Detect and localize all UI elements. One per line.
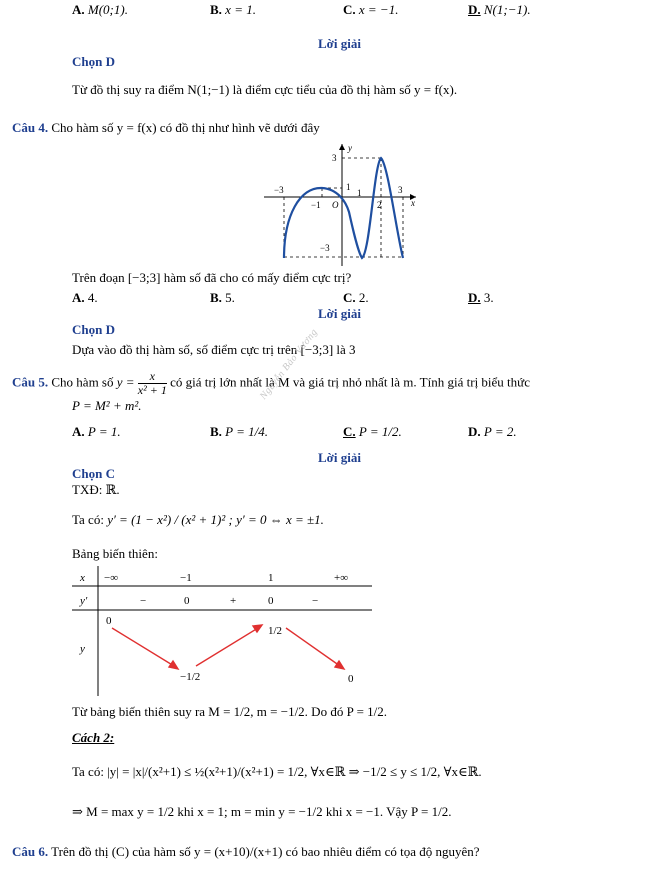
table-title: Bảng biến thiên:: [72, 546, 158, 561]
watermark: Nguyễn Bảo Vương: [258, 326, 320, 402]
sign-zero-1: 0: [184, 595, 190, 607]
solution-heading-q5: Lời giải: [318, 450, 361, 465]
q4-option-c: C. 2.: [343, 290, 369, 305]
y-top-left: 0: [106, 615, 112, 627]
origin-label: O: [332, 200, 339, 210]
sign-zero-2: 0: [268, 595, 274, 607]
x-val-neg1: −1: [180, 572, 192, 584]
x-tick-1: 1: [357, 188, 362, 198]
q4-question: Trên đoạn [−3;3] hàm số đã cho có mấy điểm cực trị?: [72, 270, 352, 285]
q5-option-c: C. P = 1/2.: [343, 424, 402, 439]
y-tick-3: 3: [332, 153, 337, 163]
q5-domain: TXĐ: ℝ.: [72, 482, 120, 497]
q5-derivative: Ta có: y′ = (1 − x²) / (x² + 1)² ; y′ = 0 ⇔ x = ±1.: [72, 512, 324, 527]
q3-option-a: A. M(0;1).: [72, 2, 128, 17]
y-tick-1: 1: [346, 182, 351, 192]
x-axis-label: x: [411, 198, 415, 208]
arrow-down-2: [286, 628, 340, 666]
q5-func-denominator: x² + 1: [137, 383, 167, 397]
solution-heading: Lời giải: [318, 36, 361, 51]
solution-heading-q4: Lời giải: [318, 306, 361, 321]
y-tick-neg3: −3: [320, 243, 330, 253]
function-graph: [260, 140, 420, 270]
x-val-pos-inf: +∞: [334, 572, 349, 584]
x-val-1: 1: [268, 572, 274, 584]
q6-stem: Câu 6. Trên đồ thị (C) của hàm số y = (x+10)/(x+1) có bao nhiêu điểm có tọa độ nguyên?: [12, 844, 480, 859]
table-y-label: y: [80, 643, 85, 655]
variation-arrows: [112, 625, 344, 669]
function-curve: [284, 158, 403, 258]
q4-option-b: B. 5.: [210, 290, 235, 305]
x-val-neg-inf: −∞: [104, 572, 119, 584]
q4-choice: Chọn D: [72, 322, 115, 337]
method-2-heading: Cách 2:: [72, 730, 115, 745]
q5-stem: Câu 5. Cho hàm số y = $\frac{x}{\text{x² + 1}}$ có giá trị lớn nhất là M và giá trị nhỏ nhất là m. Tính giá trị biểu thức: [12, 369, 530, 397]
x-tick-3: 3: [398, 185, 403, 195]
arrow-head-3: [335, 661, 344, 669]
variation-table: [72, 566, 372, 696]
q4-explanation: Dựa vào đồ thị hàm số, số điểm cực trị trên [−3;3] là 3: [72, 342, 356, 357]
x-tick-2: 2: [377, 200, 382, 210]
table-yprime-label: y′: [80, 595, 88, 607]
q3-explanation: Từ đồ thị suy ra điểm N(1;−1) là điểm cực tiểu của đồ thị hàm số y = f(x).: [72, 82, 458, 97]
table-x-label: x: [80, 572, 85, 584]
arrow-head-1: [169, 661, 178, 669]
y-axis-arrow: [339, 144, 345, 150]
q4-option-d: D. 3.: [468, 290, 494, 305]
q5-option-b: B. P = 1/4.: [210, 424, 269, 439]
q5-func-numerator: x: [138, 370, 167, 384]
x-tick-neg1: −1: [311, 200, 321, 210]
q5-method2-line1: Ta có: |y| = |x|/(x²+1) ≤ ½(x²+1)/(x²+1) = 1/2, ∀x∈ℝ ⇒ −1/2 ≤ y ≤ 1/2, ∀x∈ℝ.: [72, 764, 482, 779]
y-axis-label: y: [348, 143, 352, 153]
q5-option-a: A. P = 1.: [72, 424, 121, 439]
q5-method2-line2: ⇒ M = max y = 1/2 khi x = 1; m = min y = −1/2 khi x = −1. Vậy P = 1/2.: [72, 804, 452, 819]
q5-choice: Chọn C: [72, 466, 115, 481]
q3-option-c: C. x = −1.: [343, 2, 399, 17]
q5-expression: P = M² + m².: [72, 398, 142, 413]
arrow-up: [196, 628, 258, 666]
q3-option-b: B. x = 1.: [210, 2, 256, 17]
sign-2: +: [230, 595, 237, 607]
x-tick-neg3: −3: [274, 185, 284, 195]
y-bottom: −1/2: [180, 671, 201, 683]
q5-conclusion: Từ bảng biến thiên suy ra M = 1/2, m = −1/2. Do đó P = 1/2.: [72, 704, 388, 719]
q4-stem: Câu 4. Cho hàm số y = f(x) có đồ thị như hình vẽ dưới đây: [12, 120, 320, 135]
y-top-mid: 1/2: [268, 625, 283, 637]
q4-option-a: A. 4.: [72, 290, 98, 305]
y-right: 0: [348, 673, 354, 685]
q3-choice: Chọn D: [72, 54, 115, 69]
q3-option-d: D. N(1;−1).: [468, 2, 531, 17]
arrow-down-1: [112, 628, 174, 666]
q5-option-d: D. P = 2.: [468, 424, 517, 439]
sign-3: −: [312, 595, 319, 607]
sign-1: −: [140, 595, 147, 607]
